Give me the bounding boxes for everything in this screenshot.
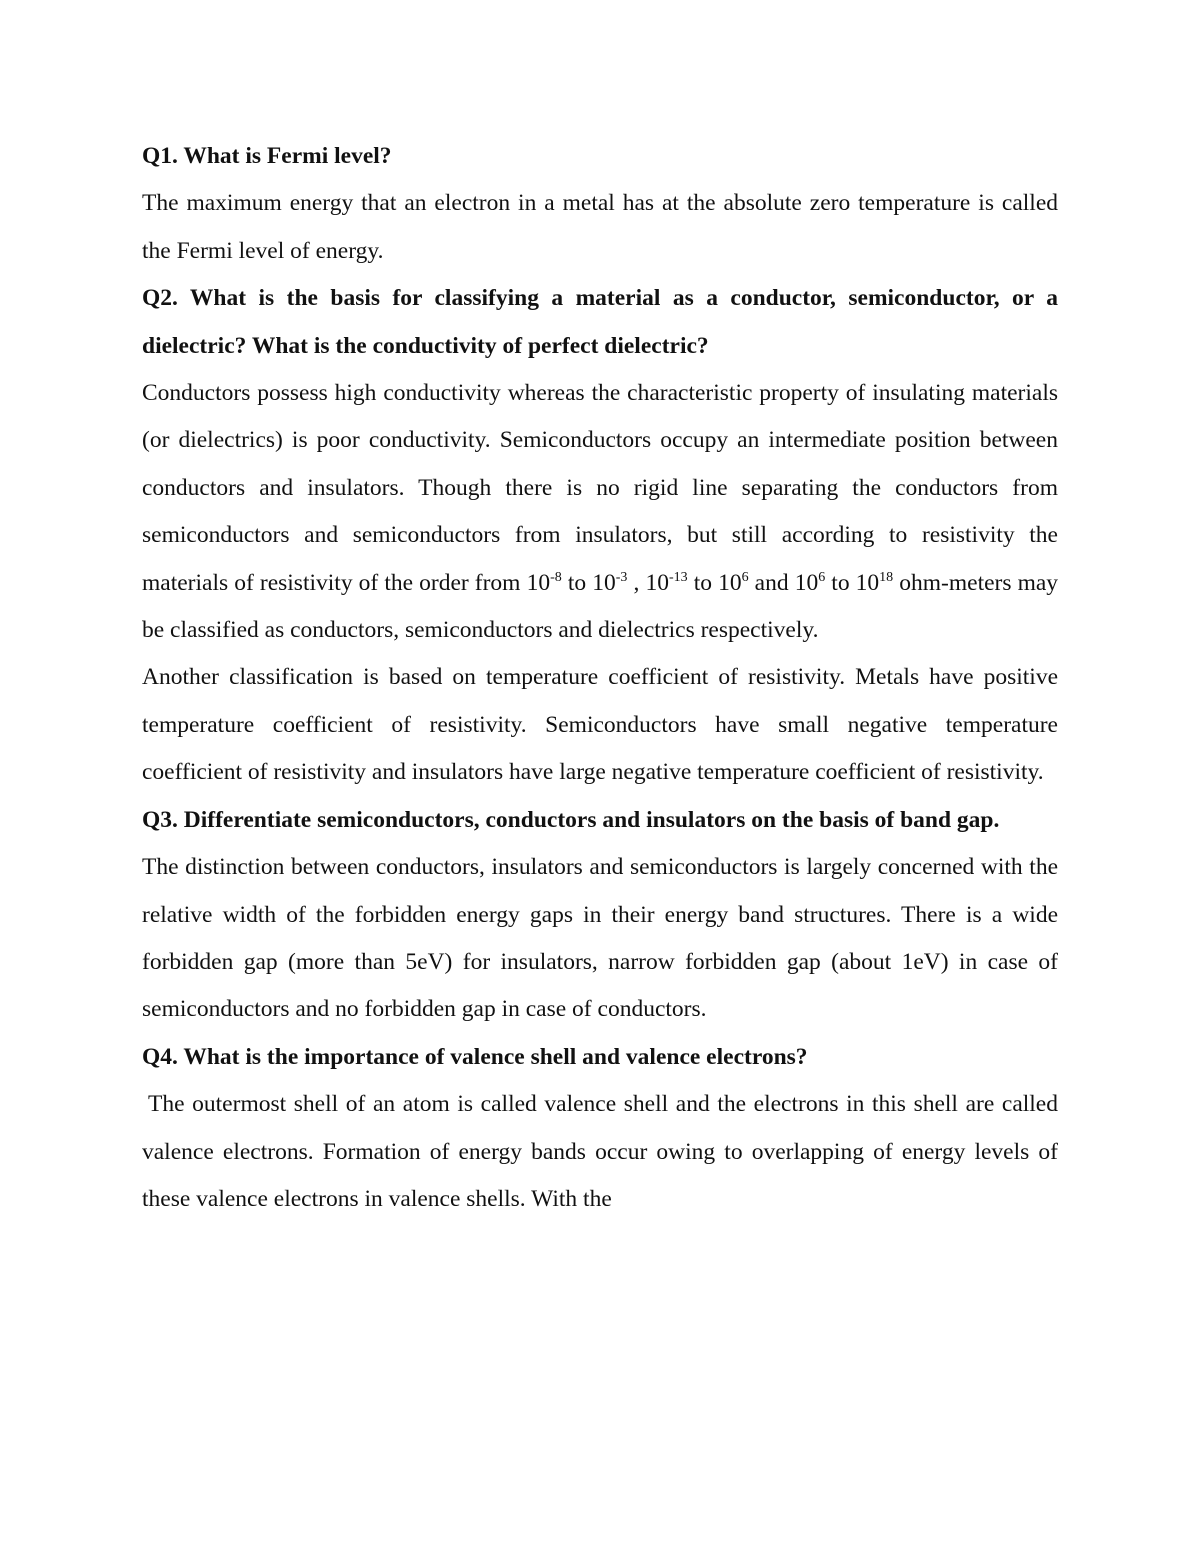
- answer-2-paragraph-1: Conductors possess high conductivity whereas the characteristic property of insulating materials (or dielectrics) is poor conductivity. Semiconductors occupy an intermediate position between conductors and insulators. Though there is no rigid line separating the conductors from semiconductors and semiconductors from insulators, but still according to resistivity the materials of resistivity of the order from $10^{-8}$ to $10^{-3}$ , $10^{-13}$ to $10^6$ and $10^6$ to $10^{18}$ ohm-meters may be classified as conductors, semiconductors and dielectrics respectively.: [142, 380, 1059, 644]
- document-page: [142, 133, 1058, 1223]
- answer-2-text-start: Conductors possess high conductivity whereas the characteristic property of insulating materials (or dielectrics) is poor conductivity. Semiconductors occupy an intermediate position between conductors and insulators. Though there is no rigid line separating the conductors from semiconductors and semiconductors from insulators, but still according to resistivity the materials of resistivity of the order from: [142, 380, 1058, 596]
- resistivity-value-1: $10^{-8}$: [526, 569, 562, 596]
- resistivity-value-2: $10^{-3}$: [592, 569, 628, 596]
- question-1: Q1. What is Fermi level?: [142, 143, 392, 169]
- answer-2-text-end: ohm-meters may be classified as conductors, semiconductors and dielectrics respectively.: [142, 569, 1059, 644]
- resistivity-value-4: $10^6$: [718, 569, 749, 596]
- resistivity-value-5: $10^6$: [794, 569, 826, 596]
- resistivity-value-6: $10^{18}$: [855, 569, 894, 596]
- answer-3: The distinction between conductors, insulators and semiconductors is largely concerned with the relative width of the forbidden energy gaps in their energy band structures. There is a wide forbidden gap (more than 5eV) for insulators, narrow forbidden gap (about 1eV) in case of semiconductors and no forbidden gap in case of conductors.: [142, 854, 1058, 1023]
- resistivity-value-3: $10^{-13}$: [645, 569, 688, 596]
- answer-4: The outermost shell of an atom is called valence shell and the electrons in this shell are called valence electrons. Formation of energy bands occur owing to overlapping of energy levels of these valence electrons in valence shells. With the: [142, 1091, 1058, 1212]
- answer-2-paragraph-2: Another classification is based on temperature coefficient of resistivity. Metals have positive temperature coefficient of resistivity. Semiconductors have small negative temperature coefficient of resistivity and insulators have large negative temperature coefficient of resistivity.: [142, 664, 1058, 786]
- question-2: Q2. What is the basis for classifying a material as a conductor, semiconductor, or a dielectric? What is the conductivity of perfect dielectric?: [142, 285, 1058, 359]
- question-3: Q3. Differentiate semiconductors, conductors and insulators on the basis of band gap.: [142, 806, 1000, 833]
- answer-1: The maximum energy that an electron in a metal has at the absolute zero temperature is called the Fermi level of energy.: [142, 190, 1058, 264]
- question-4: Q4. What is the importance of valence shell and valence electrons?: [142, 1043, 808, 1070]
